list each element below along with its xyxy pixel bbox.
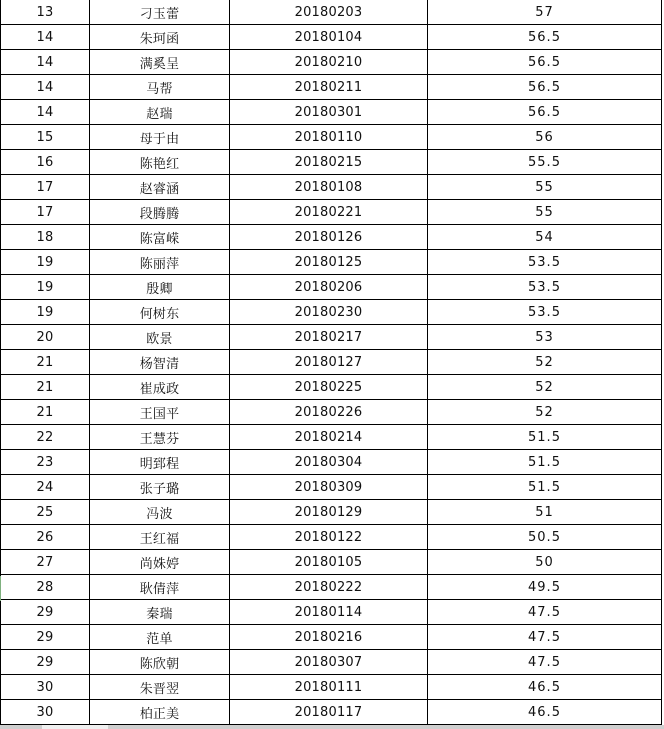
rank-cell[interactable]: 27 [1, 550, 90, 575]
rank-cell[interactable]: 29 [1, 650, 90, 675]
score-cell[interactable]: 47.5 [428, 650, 662, 675]
table-row [1, 425, 662, 450]
rank-cell[interactable]: 21 [1, 400, 90, 425]
score-cell[interactable]: 46.5 [428, 700, 662, 725]
name-cell[interactable]: 赵睿涵 [90, 175, 230, 200]
student-id-cell[interactable]: 20180214 [230, 425, 428, 450]
name-cell[interactable]: 殷卿 [90, 275, 230, 300]
score-cell[interactable]: 52 [428, 375, 662, 400]
table-row [1, 50, 662, 75]
score-cell[interactable]: 51 [428, 500, 662, 525]
student-id-cell[interactable]: 20180307 [230, 650, 428, 675]
rank-cell[interactable]: 15 [1, 125, 90, 150]
student-id-cell[interactable]: 20180117 [230, 700, 428, 725]
score-cell[interactable]: 53 [428, 325, 662, 350]
student-id-cell[interactable]: 20180217 [230, 325, 428, 350]
rank-cell[interactable]: 19 [1, 300, 90, 325]
score-cell[interactable]: 56 [428, 125, 662, 150]
name-cell[interactable]: 母于由 [90, 125, 230, 150]
name-cell[interactable]: 王红福 [90, 525, 230, 550]
rank-cell[interactable]: 30 [1, 700, 90, 725]
score-cell[interactable]: 55 [428, 175, 662, 200]
rank-cell[interactable]: 14 [1, 75, 90, 100]
score-cell[interactable]: 53.5 [428, 300, 662, 325]
table-row [1, 700, 662, 725]
rank-cell[interactable]: 14 [1, 50, 90, 75]
rank-cell[interactable]: 26 [1, 525, 90, 550]
score-cell[interactable]: 50 [428, 550, 662, 575]
name-cell[interactable]: 明郅程 [90, 450, 230, 475]
table-row [1, 175, 662, 200]
score-cell[interactable]: 51.5 [428, 475, 662, 500]
name-cell[interactable]: 何树东 [90, 300, 230, 325]
student-id-cell[interactable]: 20180129 [230, 500, 428, 525]
score-cell[interactable]: 50.5 [428, 525, 662, 550]
rank-cell[interactable]: 24 [1, 475, 90, 500]
name-cell[interactable]: 杨智清 [90, 350, 230, 375]
table-row [1, 475, 662, 500]
score-cell[interactable]: 52 [428, 350, 662, 375]
score-cell[interactable]: 51.5 [428, 425, 662, 450]
rank-cell[interactable]: 25 [1, 500, 90, 525]
table-row [1, 100, 662, 125]
rank-cell[interactable]: 17 [1, 200, 90, 225]
name-cell[interactable]: 赵瑞 [90, 100, 230, 125]
rank-cell[interactable]: 29 [1, 625, 90, 650]
rank-cell[interactable]: 18 [1, 225, 90, 250]
name-cell[interactable]: 王国平 [90, 400, 230, 425]
name-cell[interactable]: 陈丽萍 [90, 250, 230, 275]
table-row [1, 225, 662, 250]
score-cell[interactable]: 47.5 [428, 600, 662, 625]
score-cell[interactable]: 51.5 [428, 450, 662, 475]
student-id-cell[interactable]: 20180110 [230, 125, 428, 150]
table-row [1, 250, 662, 275]
name-cell[interactable]: 欧景 [90, 325, 230, 350]
student-id-cell[interactable]: 20180206 [230, 275, 428, 300]
table-row [1, 350, 662, 375]
name-cell[interactable]: 朱珂函 [90, 25, 230, 50]
student-id-cell[interactable]: 20180125 [230, 250, 428, 275]
table-row [1, 0, 662, 25]
score-cell[interactable]: 53.5 [428, 275, 662, 300]
table-row [1, 375, 662, 400]
rank-cell[interactable]: 17 [1, 175, 90, 200]
name-cell[interactable]: 柏正美 [90, 700, 230, 725]
table-row [1, 575, 662, 600]
table-row [1, 200, 662, 225]
student-id-cell[interactable]: 20180226 [230, 400, 428, 425]
score-cell[interactable]: 56.5 [428, 50, 662, 75]
student-id-cell[interactable]: 20180304 [230, 450, 428, 475]
student-id-cell[interactable]: 20180108 [230, 175, 428, 200]
name-cell[interactable]: 朱晋翌 [90, 675, 230, 700]
rank-cell[interactable]: 19 [1, 250, 90, 275]
rank-cell[interactable]: 28 [1, 575, 90, 600]
name-cell[interactable]: 满奚呈 [90, 50, 230, 75]
student-id-cell[interactable]: 20180210 [230, 50, 428, 75]
student-id-cell[interactable]: 20180126 [230, 225, 428, 250]
student-id-cell[interactable]: 20180221 [230, 200, 428, 225]
table-row [1, 550, 662, 575]
name-cell[interactable]: 陈艳红 [90, 150, 230, 175]
name-cell[interactable]: 王慧芬 [90, 425, 230, 450]
student-id-cell[interactable]: 20180215 [230, 150, 428, 175]
student-id-cell[interactable]: 20180127 [230, 350, 428, 375]
table-row [1, 600, 662, 625]
table-row [1, 25, 662, 50]
score-cell[interactable]: 53.5 [428, 250, 662, 275]
student-id-cell[interactable]: 20180225 [230, 375, 428, 400]
rank-cell[interactable]: 22 [1, 425, 90, 450]
student-id-cell[interactable]: 20180309 [230, 475, 428, 500]
name-cell[interactable]: 张子璐 [90, 475, 230, 500]
table-row [1, 650, 662, 675]
table-row [1, 675, 662, 700]
name-cell[interactable]: 马帮 [90, 75, 230, 100]
student-id-cell[interactable]: 20180211 [230, 75, 428, 100]
rank-cell[interactable]: 16 [1, 150, 90, 175]
table-row [1, 150, 662, 175]
score-cell[interactable]: 54 [428, 225, 662, 250]
rank-cell[interactable]: 29 [1, 600, 90, 625]
name-cell[interactable]: 陈富嵘 [90, 225, 230, 250]
table-row [1, 400, 662, 425]
table-row [1, 500, 662, 525]
score-cell[interactable]: 56.5 [428, 75, 662, 100]
score-cell[interactable]: 57 [428, 0, 662, 25]
table-row [1, 525, 662, 550]
rank-cell[interactable]: 19 [1, 275, 90, 300]
row-selection-marker [0, 576, 1, 601]
student-id-cell[interactable]: 20180104 [230, 25, 428, 50]
score-cell[interactable]: 47.5 [428, 625, 662, 650]
name-cell[interactable]: 秦瑞 [90, 600, 230, 625]
rank-cell[interactable]: 14 [1, 25, 90, 50]
table-row [1, 75, 662, 100]
score-cell[interactable]: 49.5 [428, 575, 662, 600]
table-row [1, 125, 662, 150]
student-id-cell[interactable]: 20180122 [230, 525, 428, 550]
table-row [1, 325, 662, 350]
table-row [1, 625, 662, 650]
horizontal-scrollbar-segment[interactable] [0, 725, 42, 729]
score-cell[interactable]: 56.5 [428, 25, 662, 50]
student-id-cell[interactable]: 20180216 [230, 625, 428, 650]
table-row [1, 300, 662, 325]
name-cell[interactable]: 耿倩萍 [90, 575, 230, 600]
student-id-cell[interactable]: 20180222 [230, 575, 428, 600]
student-id-cell[interactable]: 20180111 [230, 675, 428, 700]
student-id-cell[interactable]: 20180105 [230, 550, 428, 575]
horizontal-scrollbar-thumb[interactable] [108, 725, 664, 729]
score-cell[interactable]: 56.5 [428, 100, 662, 125]
rank-cell[interactable]: 14 [1, 100, 90, 125]
name-cell[interactable]: 范单 [90, 625, 230, 650]
rank-cell[interactable]: 30 [1, 675, 90, 700]
table-row [1, 450, 662, 475]
name-cell[interactable]: 崔成政 [90, 375, 230, 400]
table-row [1, 275, 662, 300]
student-id-cell[interactable]: 20180203 [230, 0, 428, 25]
name-cell[interactable]: 陈欣朝 [90, 650, 230, 675]
name-cell[interactable]: 段腾腾 [90, 200, 230, 225]
score-cell[interactable]: 55.5 [428, 150, 662, 175]
student-id-cell[interactable]: 20180230 [230, 300, 428, 325]
rank-cell[interactable]: 13 [1, 0, 90, 25]
student-id-cell[interactable]: 20180114 [230, 600, 428, 625]
name-cell[interactable]: 冯波 [90, 500, 230, 525]
score-cell[interactable]: 52 [428, 400, 662, 425]
rank-cell[interactable]: 21 [1, 375, 90, 400]
score-cell[interactable]: 46.5 [428, 675, 662, 700]
student-id-cell[interactable]: 20180301 [230, 100, 428, 125]
name-cell[interactable]: 尚姝婷 [90, 550, 230, 575]
score-cell[interactable]: 55 [428, 200, 662, 225]
score-table-body [1, 0, 662, 725]
rank-cell[interactable]: 21 [1, 350, 90, 375]
rank-cell[interactable]: 20 [1, 325, 90, 350]
rank-cell[interactable]: 23 [1, 450, 90, 475]
name-cell[interactable]: 刁玉蕾 [90, 0, 230, 25]
